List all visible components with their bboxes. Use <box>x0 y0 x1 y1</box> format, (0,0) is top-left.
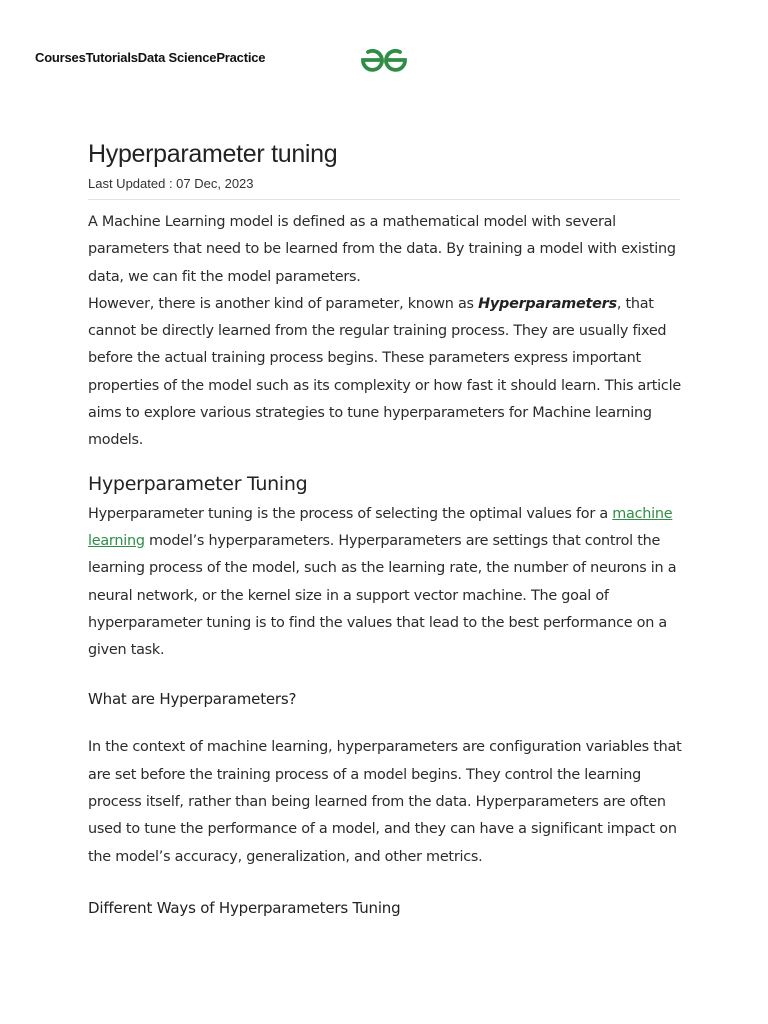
nav-data-science-link[interactable]: Data Science <box>137 50 217 65</box>
nav-practice-link[interactable]: Practice <box>216 50 266 65</box>
section-text-before: Hyperparameter tuning is the process of selecting the optimal values for a <box>88 505 613 522</box>
gfg-logo-icon[interactable] <box>359 47 409 73</box>
intro-text-before: However, there is another kind of parameter, known as <box>88 295 479 312</box>
subheading-what-are-hyperparameters: What are Hyperparameters? <box>88 690 297 709</box>
hyperparameters-definition-paragraph: In the context of machine learning, hyperparameters are configuration variables that are set before the training process of a model begins. They control the learning process itself, rather than being learned from the data. Hyperparameters are often used to tune the performance of a model, and they can have a significant impact on the model’s accuracy, generalization, and other metrics. <box>88 739 682 865</box>
section-paragraph <box>88 501 688 665</box>
intro-text-after: , that cannot be directly learned from the regular training process. They are usually fixed before the actual training process begins. These parameters express important properties of the model such as its complexity or how fast it should learn. This article aims to explore various strategies to tune hyperparameters for Machine learning models. <box>88 295 681 449</box>
article-content <box>88 138 688 921</box>
title-divider <box>88 199 680 200</box>
page-title: Hyperparameter tuning <box>88 140 338 168</box>
section-heading-hyperparameter-tuning: Hyperparameter Tuning <box>88 472 308 495</box>
section-text-after: model’s hyperparameters. Hyperparameters are settings that control the learning process of the model, such as the learning rate, the number of neurons in a neural network, or the kernel size in a support vector machine. The goal of hyperparameter tuning is to find the values that lead to the best performance on a given task. <box>88 532 677 659</box>
top-nav <box>35 50 265 65</box>
nav-tutorials-link[interactable]: Tutorials <box>85 50 138 65</box>
hyperparameters-emphasis: Hyperparameters <box>478 295 617 312</box>
intro-paragraph: A Machine Learning model is defined as a mathematical model with several parameters that need to be learned from the data. By training a model with existing data, we can fit the model parameters. <box>88 214 676 285</box>
nav-courses-link[interactable]: Courses <box>35 50 86 65</box>
machine-learning-link[interactable]: machine learning <box>88 505 673 549</box>
subheading-tuning-methods: Different Ways of Hyperparameters Tuning <box>88 898 401 917</box>
last-updated-date: Last Updated : 07 Dec, 2023 <box>88 176 254 191</box>
intro-paragraph-hyperparameters <box>88 291 688 455</box>
